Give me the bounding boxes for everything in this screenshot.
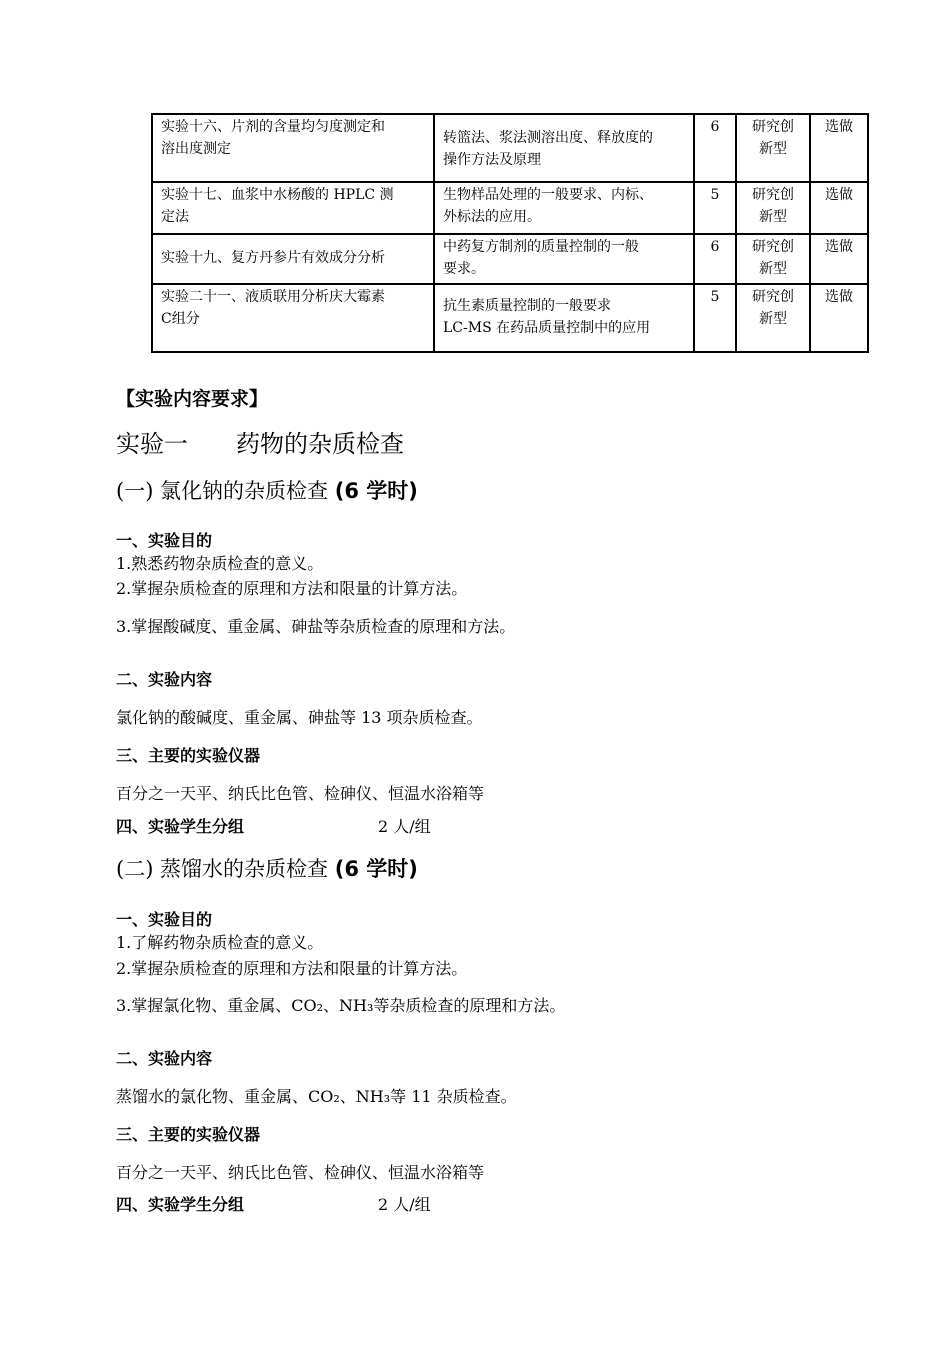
purpose-item: 1.了解药物杂质检查的意义。 <box>116 933 324 952</box>
hours-cell: 6 <box>694 114 736 182</box>
requirement-cell: 选做 <box>810 234 868 284</box>
type-cell: 研究创 新型 <box>736 182 810 234</box>
experiment-title: 实验一 药物的杂质检查 <box>116 430 404 458</box>
purpose-item: 3.掌握酸碱度、重金属、砷盐等杂质检查的原理和方法。 <box>116 617 516 636</box>
purpose-label: 一、实验目的 <box>116 531 213 550</box>
type-cell: 研究创 新型 <box>736 234 810 284</box>
part-hours: (6 学时) <box>334 857 418 881</box>
instruments-label: 三、主要的实验仪器 <box>116 746 261 765</box>
experiment-content-cell: 生物样品处理的一般要求、内标、 外标法的应用。 <box>434 182 694 234</box>
type-cell: 研究创 新型 <box>736 284 810 352</box>
table-row <box>152 234 868 284</box>
table-row <box>152 284 868 352</box>
group-label: 四、实验学生分组 <box>116 1195 245 1214</box>
purpose-item: 1.熟悉药物杂质检查的意义。 <box>116 554 324 573</box>
content-text: 氯化钠的酸碱度、重金属、砷盐等 13 项杂质检查。 <box>116 708 483 727</box>
requirement-cell: 选做 <box>810 182 868 234</box>
part-title: (一) 氯化钠的杂质检查 (6 学时) <box>116 479 418 503</box>
purpose-item: 3.掌握氯化物、重金属、CO₂、NH₃等杂质检查的原理和方法。 <box>116 996 566 1015</box>
purpose-item: 2.掌握杂质检查的原理和方法和限量的计算方法。 <box>116 579 468 598</box>
instruments-label: 三、主要的实验仪器 <box>116 1125 261 1144</box>
part-hours: (6 学时) <box>334 479 418 503</box>
experiment-content-cell: 转篮法、浆法测溶出度、释放度的 操作方法及原理 <box>434 114 694 182</box>
hours-cell: 5 <box>694 182 736 234</box>
experiment-name-cell: 实验十七、血浆中水杨酸的 HPLC 测 定法 <box>152 182 434 234</box>
section-title: 【实验内容要求】 <box>116 388 269 410</box>
type-cell: 研究创 新型 <box>736 114 810 182</box>
experiment-content-cell: 抗生素质量控制的一般要求 LC-MS 在药品质量控制中的应用 <box>434 284 694 352</box>
experiment-name-cell: 实验十六、片剂的含量均匀度测定和 溶出度测定 <box>152 114 434 182</box>
instruments-text: 百分之一天平、纳氏比色管、检砷仪、恒温水浴箱等 <box>116 1163 485 1182</box>
part-title: (二) 蒸馏水的杂质检查 (6 学时) <box>116 857 418 881</box>
instruments-text: 百分之一天平、纳氏比色管、检砷仪、恒温水浴箱等 <box>116 784 485 803</box>
experiment-table <box>151 113 869 353</box>
hours-cell: 5 <box>694 284 736 352</box>
experiment-name-cell: 实验二十一、液质联用分析庆大霉素 C组分 <box>152 284 434 352</box>
content-text: 蒸馏水的氯化物、重金属、CO₂、NH₃等 11 杂质检查。 <box>116 1087 517 1106</box>
experiment-content-cell: 中药复方制剂的质量控制的一般 要求。 <box>434 234 694 284</box>
experiment-name-cell: 实验十九、复方丹参片有效成分分析 <box>152 234 434 284</box>
table-row <box>152 114 868 182</box>
hours-cell: 6 <box>694 234 736 284</box>
content-label: 二、实验内容 <box>116 1049 213 1068</box>
requirement-cell: 选做 <box>810 284 868 352</box>
requirement-cell: 选做 <box>810 114 868 182</box>
group-label: 四、实验学生分组 <box>116 817 245 836</box>
table-row <box>152 182 868 234</box>
content-label: 二、实验内容 <box>116 670 213 689</box>
purpose-item: 2.掌握杂质检查的原理和方法和限量的计算方法。 <box>116 959 468 978</box>
group-text: 2 人/组 <box>378 1195 431 1214</box>
group-text: 2 人/组 <box>378 817 431 836</box>
purpose-label: 一、实验目的 <box>116 910 213 929</box>
